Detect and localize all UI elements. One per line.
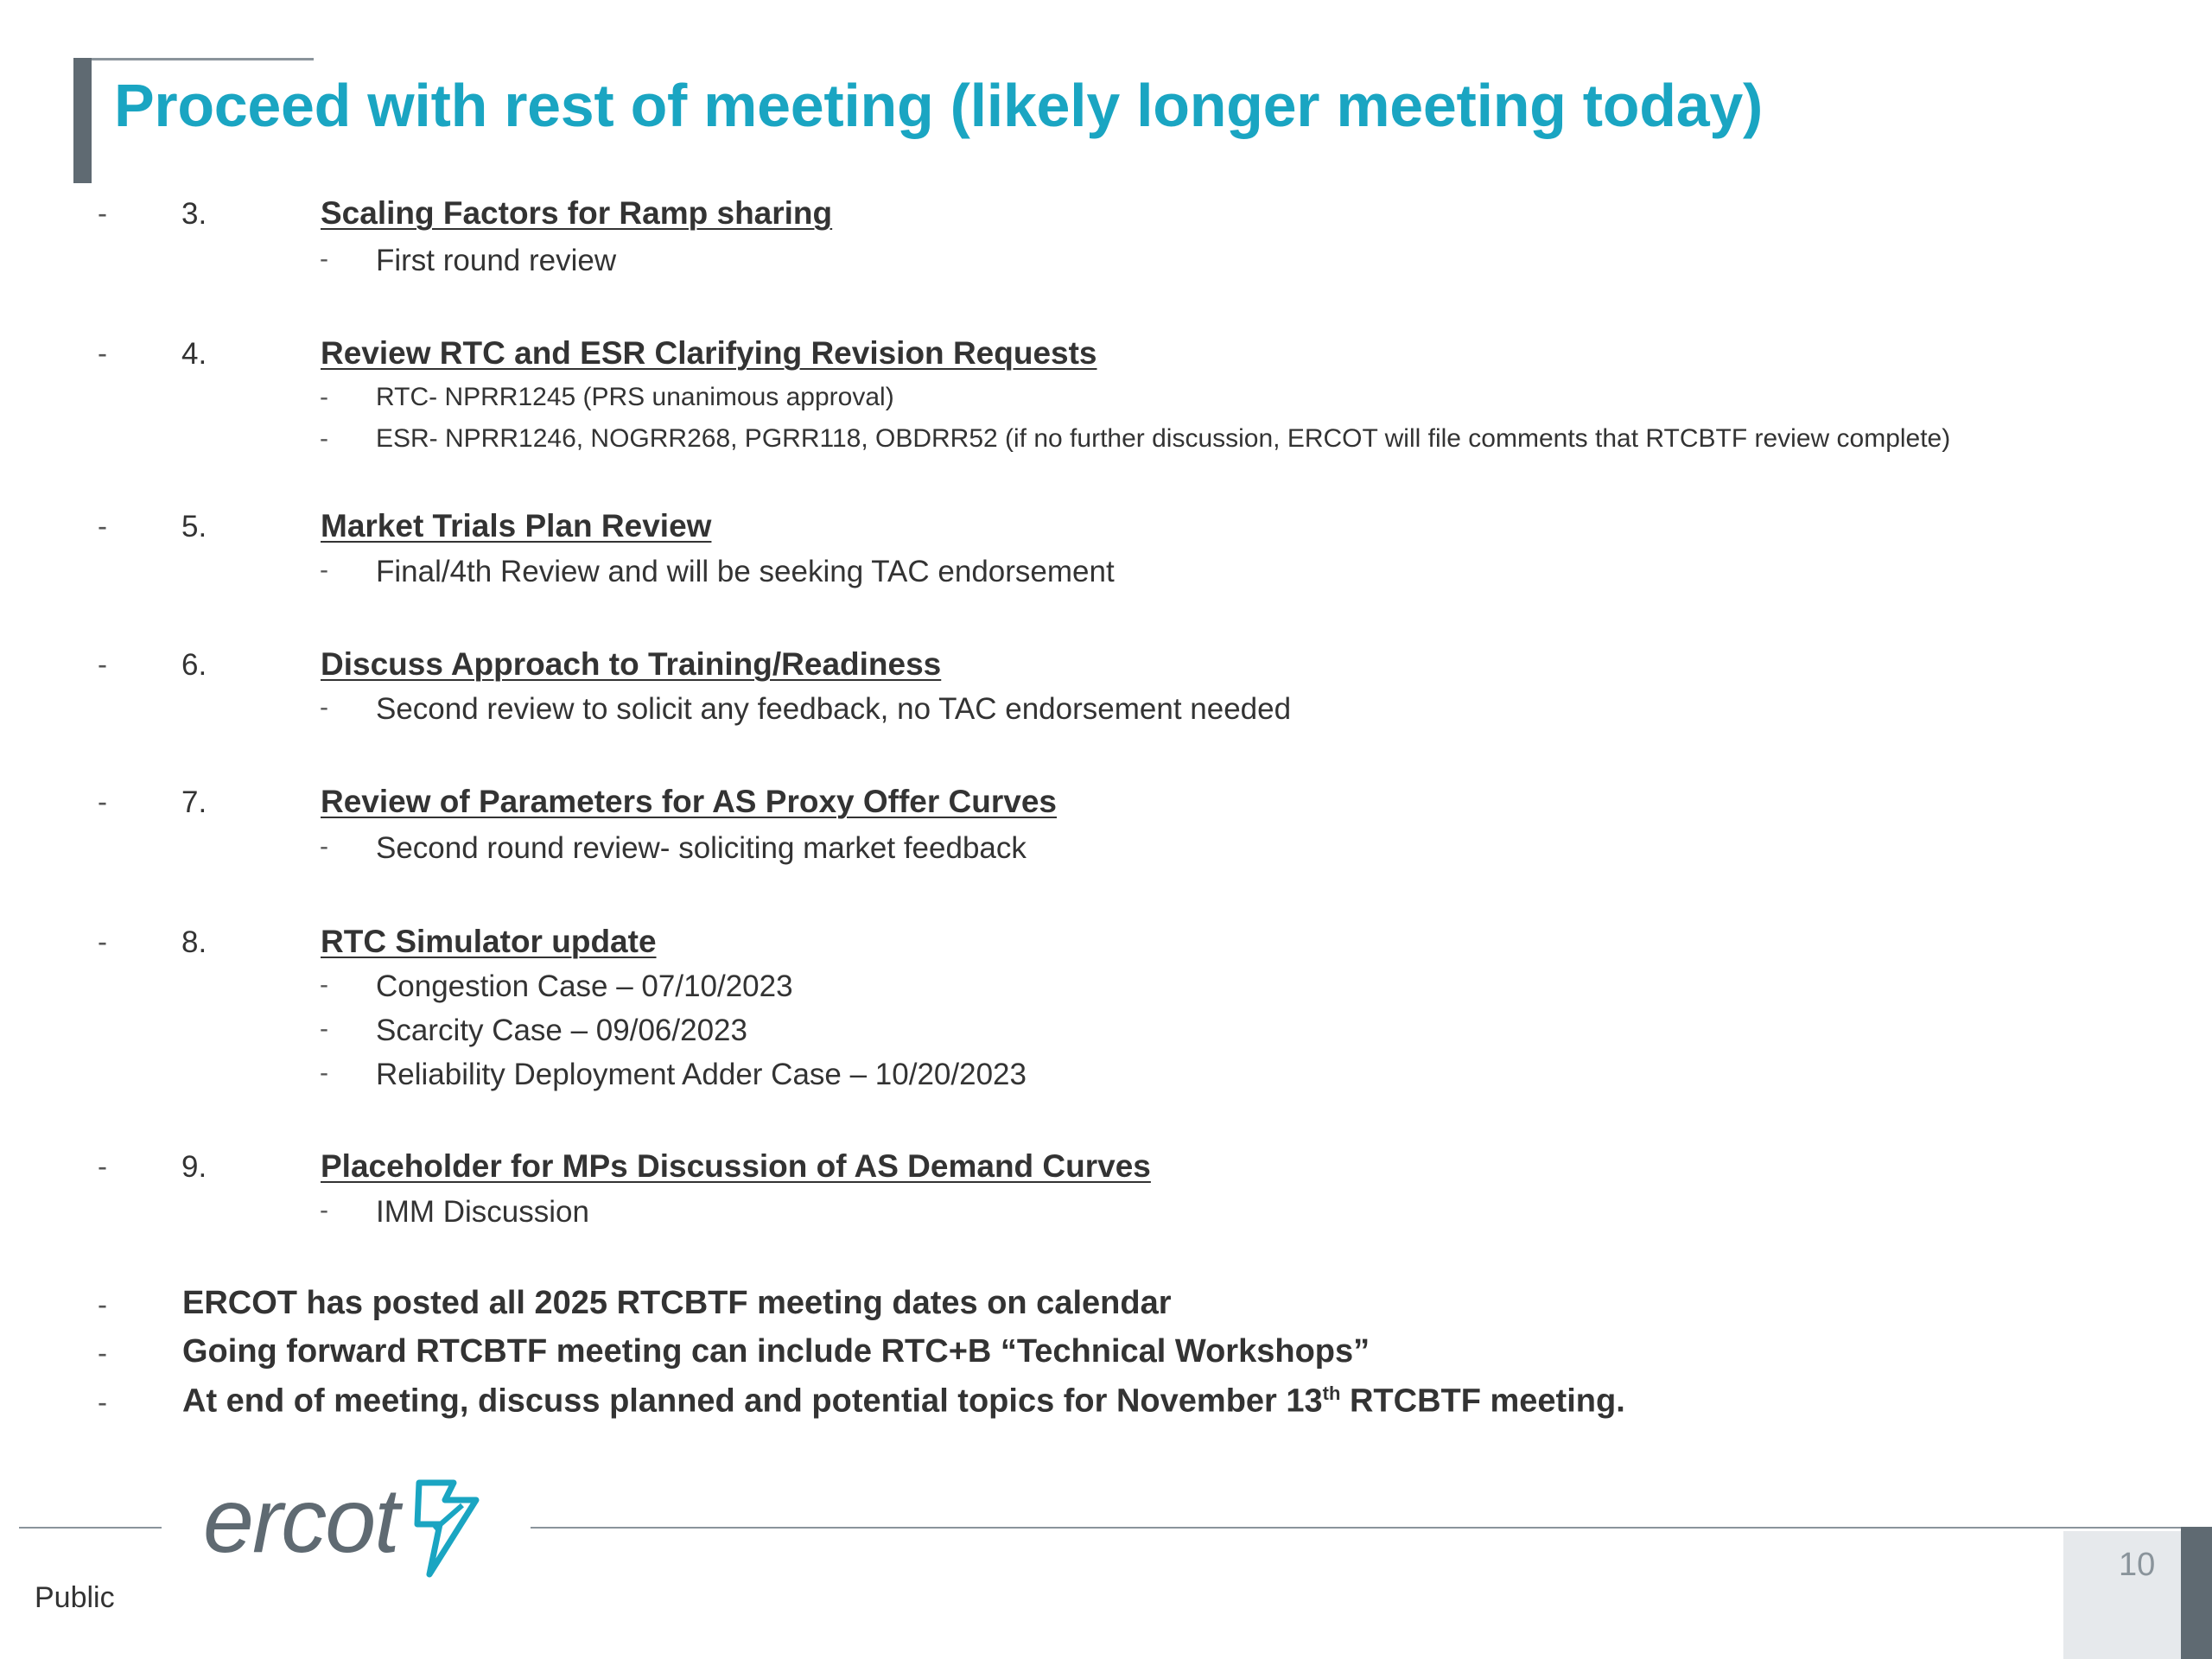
title-accent-bar (73, 58, 92, 183)
footer-rule-right (531, 1527, 2181, 1529)
bullet-dash: - (98, 648, 107, 680)
page-edge-bar (2181, 1527, 2212, 1659)
sub-item: Second round review- soliciting market feedback (376, 831, 1027, 865)
sub-bullet-dash: - (320, 1196, 328, 1224)
bullet-dash: - (98, 1337, 107, 1369)
sub-bullet-dash: - (320, 832, 328, 861)
item-heading: Discuss Approach to Training/Readiness (321, 646, 942, 682)
sub-bullet-dash: - (320, 1014, 328, 1043)
sub-item: Second review to solicit any feedback, no TAC endorsement needed (376, 692, 1292, 726)
item-number: 9. (181, 1150, 207, 1184)
note-next-meeting-tail: RTCBTF meeting. (1340, 1382, 1625, 1420)
bullet-dash: - (98, 337, 107, 369)
sub-item: ESR- NPRR1246, NOGRR268, PGRR118, OBDRR52 (if no further discussion, ERCOT will file comments that RTCBTF review complete) (376, 424, 1951, 453)
sub-bullet-dash: - (320, 970, 328, 999)
bullet-dash: - (98, 510, 107, 542)
sub-item: Final/4th Review and will be seeking TAC endorsement (376, 555, 1115, 588)
item-heading: Review of Parameters for AS Proxy Offer Curves (321, 784, 1058, 819)
bullet-dash: - (98, 925, 107, 957)
item-number: 6. (181, 648, 207, 682)
lightning-bolt-icon (400, 1479, 483, 1583)
sub-bullet-dash: - (320, 1058, 328, 1087)
item-number: 3. (181, 197, 207, 231)
bullet-dash: - (98, 1386, 107, 1418)
bullet-dash: - (98, 1288, 107, 1320)
logo-wordmark: ercot (203, 1470, 398, 1572)
note-technical-workshops: Going forward RTCBTF meeting can include RTC+B “Technical Workshops” (182, 1333, 1370, 1370)
bullet-dash: - (98, 1150, 107, 1182)
sub-item: First round review (376, 244, 617, 277)
item-heading: Review RTC and ESR Clarifying Revision Requests (321, 335, 1097, 371)
sub-item: Reliability Deployment Adder Case – 10/20/2023 (376, 1058, 1027, 1091)
item-number: 5. (181, 510, 207, 543)
sub-bullet-dash: - (320, 556, 328, 584)
item-heading: Market Trials Plan Review (321, 508, 712, 543)
note-calendar: ERCOT has posted all 2025 RTCBTF meeting dates on calendar (182, 1285, 1172, 1321)
classification-label: Public (35, 1581, 115, 1614)
sub-bullet-dash: - (320, 383, 328, 411)
item-number: 7. (181, 785, 207, 819)
sub-item: IMM Discussion (376, 1195, 589, 1229)
item-heading: Scaling Factors for Ramp sharing (321, 195, 833, 231)
item-number: 8. (181, 925, 207, 959)
sub-item: RTC- NPRR1245 (PRS unanimous approval) (376, 383, 894, 411)
page-number: 10 (2119, 1547, 2156, 1583)
footer-rule-left (19, 1527, 162, 1529)
bullet-dash: - (98, 785, 107, 817)
item-heading: RTC Simulator update (321, 924, 657, 959)
slide-title: Proceed with rest of meeting (likely longer meeting today) (114, 72, 1763, 139)
note-next-meeting-text: At end of meeting, discuss planned and potential topics for November 13 (182, 1382, 1323, 1420)
sub-item: Scarcity Case – 09/06/2023 (376, 1014, 747, 1047)
ordinal-suffix: th (1322, 1382, 1341, 1404)
bullet-dash: - (98, 197, 107, 229)
sub-bullet-dash: - (320, 245, 328, 273)
sub-item: Congestion Case – 07/10/2023 (376, 969, 793, 1003)
item-heading: Placeholder for MPs Discussion of AS Demand Curves (321, 1148, 1151, 1184)
sub-bullet-dash: - (320, 424, 328, 453)
note-next-meeting (182, 1382, 1625, 1421)
item-number: 4. (181, 337, 207, 371)
title-rule (73, 58, 314, 60)
sub-bullet-dash: - (320, 693, 328, 721)
ercot-logo (203, 1469, 497, 1590)
